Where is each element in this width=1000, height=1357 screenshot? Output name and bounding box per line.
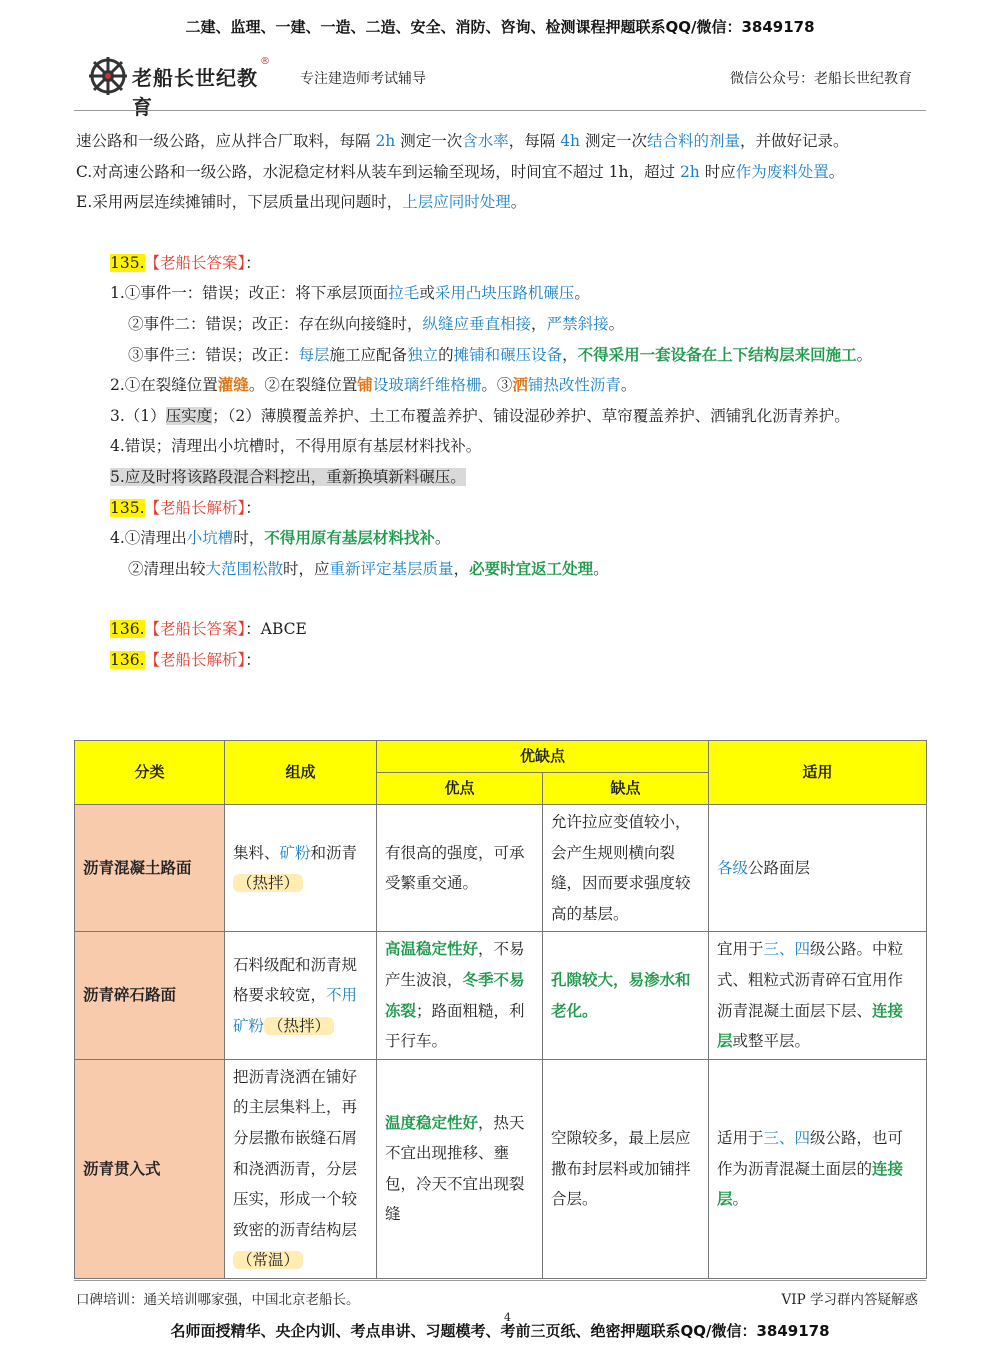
footer-slogan: 口碑培训：通关培训哪家强，中国北京老船长。	[76, 1292, 360, 1308]
usage-cell: 各级公路面层	[709, 805, 927, 932]
analysis-line: 4.①清理出小坑槽时，不得用原有基层材料找补。	[110, 528, 451, 548]
text-line: E.采用两层连续摊铺时，下层质量出现问题时，上层应同时处理。	[76, 193, 527, 212]
main-content	[76, 126, 926, 676]
answer-line: 2.①在裂缝位置灌缝。②在裂缝位置铺设玻璃纤维格栅。③洒铺热改性沥青。	[110, 375, 637, 395]
composition-cell: 把沥青浇洒在铺好的主层集料上，再分层撒布嵌缝石屑和浇洒沥青，分层压实，形成一个较致密的沥青结构层（常温）	[225, 1059, 377, 1278]
answer-line: 1.①事件一：错误；改正：将下承层顶面拉毛或采用凸块压路机碾压。	[110, 284, 590, 303]
composition-cell: 石料级配和沥青规格要求较宽，不用矿粉 （热拌）	[225, 932, 377, 1059]
analysis-line: ②清理出较大范围松散时，应重新评定基层质量，必要时宜返工处理。	[128, 558, 609, 578]
usage-cell: 宜用于三、四级公路。中粒式、粗粒式沥青碎石宜用作沥青混凝土面层下层、连接层或整平层。	[709, 932, 927, 1059]
table-row	[75, 932, 927, 1059]
cons-cell: 允许拉应变值较小，会产生规则横向裂缝，因而要求强度较高的基层。	[543, 805, 709, 932]
header-usage: 适用	[709, 741, 927, 805]
table-row	[75, 1059, 927, 1278]
footer-divider	[74, 1280, 926, 1281]
text-line: C.对高速公路和一级公路，水泥稳定材料从装车到运输至现场，时间宜不超过 1h，超过 2h 时应作为废料处置。	[76, 162, 845, 181]
q136-analysis-heading: 136.【老船长解析】：	[110, 650, 261, 669]
text-line: 速公路和一级公路，应从拌合厂取料，每隔 2h 测定一次含水率，每隔 4h 测定一次结合料的剂量，并做好记录。	[76, 132, 849, 150]
cons-cell: 空隙较多，最上层应撒布封层料或加铺拌合层。	[543, 1059, 709, 1278]
answer-line: 4.错误；清理出小坑槽时，不得用原有基层材料找补。	[110, 437, 482, 456]
composition-cell: 集料、矿粉和沥青（热拌）	[225, 805, 377, 932]
logo	[88, 54, 278, 119]
registered-mark: ®	[260, 56, 270, 67]
category-cell: 沥青混凝土路面	[75, 805, 225, 932]
table-row	[75, 805, 927, 932]
usage-cell: 适用于三、四级公路，也可作为沥青混凝土面层的连接层。	[709, 1059, 927, 1278]
q135-analysis-heading: 135.【老船长解析】：	[110, 498, 261, 517]
pros-cell: 有很高的强度，可承受繁重交通。	[377, 805, 543, 932]
answer-line: ③事件三：错误；改正：每层施工应配备独立的摊铺和碾压设备，不得采用一套设备在上下结构层来回施工。	[128, 344, 873, 364]
answer-line: 3.（1）压实度；（2）薄膜覆盖养护、土工布覆盖养护、铺设湿砂养护、草帘覆盖养护、洒铺乳化沥青养护。	[110, 406, 850, 425]
cons-cell: 孔隙较大，易渗水和老化。	[543, 932, 709, 1059]
page-header	[88, 54, 918, 119]
logo-text: 老船长世纪教育	[132, 66, 258, 119]
header-slogan: 专注建造师考试辅导	[300, 71, 426, 87]
pavement-comparison-table	[74, 740, 927, 1279]
header-wechat: 微信公众号：老船长世纪教育	[730, 71, 912, 87]
answer-line: 5.应及时将该路段混合料挖出，重新换填新料碾压。	[110, 467, 466, 486]
ship-wheel-icon	[88, 56, 128, 96]
bottom-banner: 名师面授精华、央企内训、考点串讲、习题模考、考前三页纸、绝密押题联系QQ/微信：3849178	[170, 1322, 830, 1340]
page-number: 4	[504, 1311, 511, 1324]
footer-vip-note: VIP 学习群内答疑解惑	[781, 1292, 918, 1308]
pros-cell: 高温稳定性好，不易产生波浪，冬季不易冻裂；路面粗糙，利于行车。	[377, 932, 543, 1059]
category-cell: 沥青贯入式	[75, 1059, 225, 1278]
q136-answer-heading: 136.【老船长答案】：ABCE	[110, 620, 307, 639]
header-cons: 缺点	[543, 773, 709, 805]
header-pros-cons: 优缺点	[377, 741, 709, 773]
pros-cell: 温度稳定性好，热天不宜出现推移、壅包，冷天不宜出现裂缝	[377, 1059, 543, 1278]
header-divider	[74, 110, 926, 111]
category-cell: 沥青碎石路面	[75, 932, 225, 1059]
header-category: 分类	[75, 741, 225, 805]
q135-answer-heading: 135.【老船长答案】：	[110, 253, 261, 272]
answer-line: ②事件二：错误；改正：存在纵向接缝时，纵缝应垂直相接，严禁斜接。	[128, 314, 625, 333]
header-pros: 优点	[377, 773, 543, 805]
header-composition: 组成	[225, 741, 377, 805]
top-banner: 二建、监理、一建、一造、二造、安全、消防、咨询、检测课程押题联系QQ/微信：3849178	[185, 18, 815, 36]
